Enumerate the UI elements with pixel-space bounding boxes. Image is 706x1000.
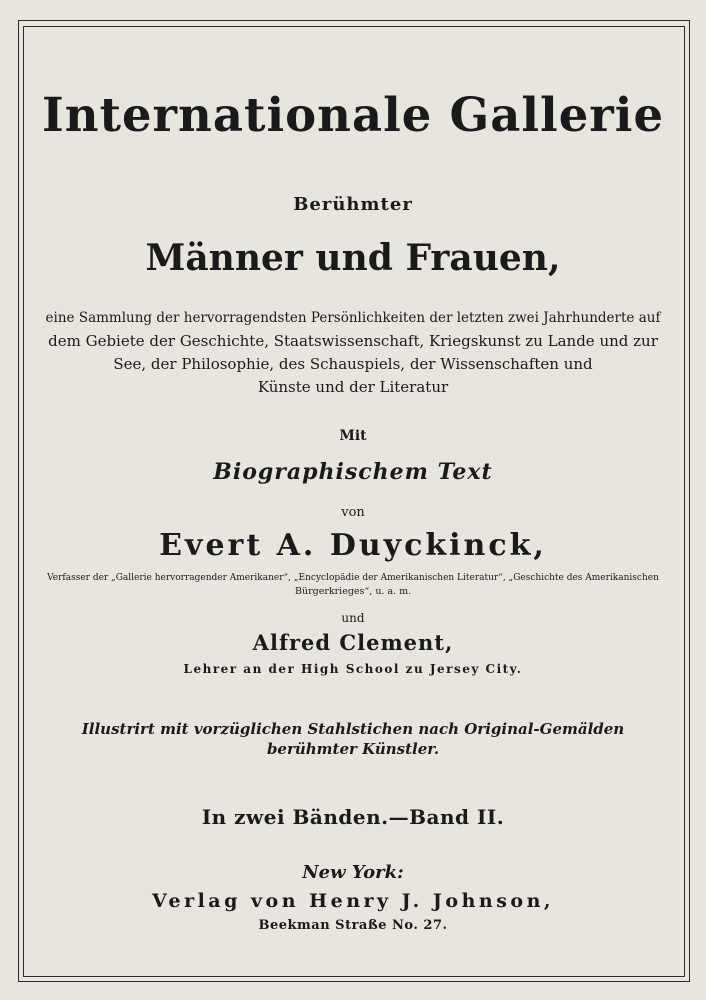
publication-place: New York: bbox=[302, 862, 404, 883]
author-2-name: Alfred Clement, bbox=[252, 630, 454, 655]
author-1-note-line: Verfasser der „Gallerie hervorragender Amerikaner“, „Encyclopädie der Amerikanischen Literatur“, „Geschichte des Amerikanischen bbox=[47, 573, 659, 583]
description-line: See, der Philosophie, des Schauspiels, der Wissenschaften und bbox=[113, 355, 593, 373]
description-line: dem Gebiete der Geschichte, Staatswissenschaft, Kriegskunst zu Lande und zur bbox=[48, 332, 658, 350]
author-1-note-line: Bürgerkrieges“, u. a. m. bbox=[295, 586, 412, 597]
book-title: Internationale Gallerie bbox=[41, 87, 665, 142]
subtitle-line-2: Männer und Frauen, bbox=[145, 237, 561, 279]
illustrations-line: Illustrirt mit vorzüglichen Stahlstichen nach Original-Gemälden bbox=[81, 720, 625, 738]
author-2-note: Lehrer an der High School zu Jersey City. bbox=[183, 662, 523, 676]
publisher-name: Verlag von Henry J. Johnson, bbox=[151, 890, 555, 912]
inner-border bbox=[23, 26, 685, 977]
author-1-name: Evert A. Duyckinck, bbox=[159, 528, 547, 563]
publisher-address: Beekman Straße No. 27. bbox=[258, 918, 448, 933]
by-label: von bbox=[341, 505, 365, 520]
and-label: und bbox=[341, 611, 365, 625]
illustrations-line: berühmter Künstler. bbox=[266, 740, 440, 758]
biographical-text-label: Biographischem Text bbox=[213, 459, 493, 485]
volume-info: In zwei Bänden.—Band II. bbox=[201, 805, 505, 829]
description-line: Künste und der Literatur bbox=[257, 378, 449, 396]
with-label: Mit bbox=[339, 428, 367, 444]
description-line: eine Sammlung der hervorragendsten Persönlichkeiten der letzten zwei Jahrhunderte auf bbox=[45, 310, 661, 326]
subtitle-line-1: Berühmter bbox=[293, 194, 413, 215]
